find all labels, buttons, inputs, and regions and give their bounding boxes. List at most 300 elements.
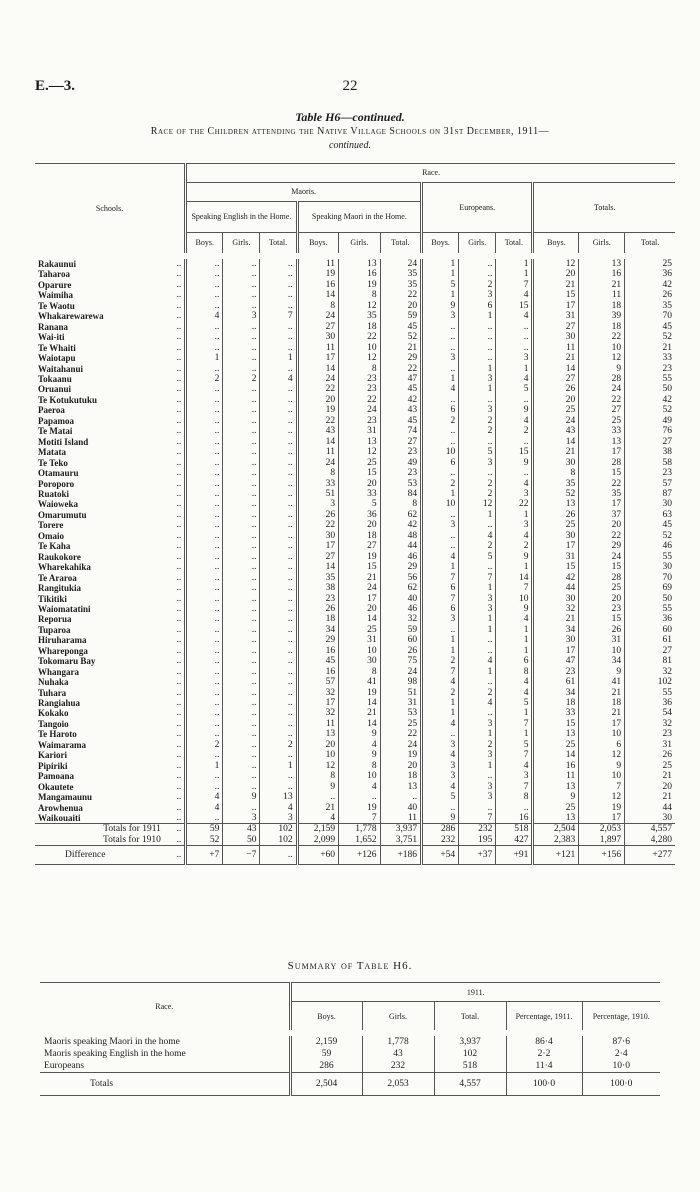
table-row xyxy=(35,604,675,614)
summary-pct-1911: 86·4 xyxy=(506,1033,582,1048)
europeans-girls: 6 xyxy=(459,301,496,311)
totals-girls: 9 xyxy=(579,761,625,771)
col-girls: Girls. xyxy=(339,233,381,257)
totals-total: 52 xyxy=(625,332,675,342)
europeans-girls: +37 xyxy=(459,846,496,865)
maori-total: .. xyxy=(380,792,422,802)
europeans-boys: +54 xyxy=(422,846,459,865)
maori-total: 21 xyxy=(380,343,422,353)
english-total: 1 xyxy=(260,761,297,771)
leader-dots: .. xyxy=(176,624,182,635)
maori-girls: 21 xyxy=(339,573,381,583)
leader-dots: .. xyxy=(176,300,182,311)
totals-total: 57 xyxy=(625,479,675,489)
maori-total: 44 xyxy=(380,541,422,551)
difference-row xyxy=(35,846,675,865)
maori-girls: 31 xyxy=(339,426,381,436)
summary-row xyxy=(40,1048,660,1060)
totals-girls: 18 xyxy=(579,301,625,311)
maori-total: 23 xyxy=(380,447,422,457)
maori-total: 45 xyxy=(380,322,422,332)
school-name: Whangara xyxy=(38,666,80,677)
leader-dots: .. xyxy=(176,562,182,573)
leader-dots: .. xyxy=(176,813,182,824)
maori-girls: 20 xyxy=(339,520,381,530)
table-row xyxy=(35,447,675,457)
maori-boys: 20 xyxy=(297,395,339,405)
totals-girls: 31 xyxy=(579,635,625,645)
english-boys: .. xyxy=(186,416,223,426)
maori-boys: 30 xyxy=(297,531,339,541)
english-boys: .. xyxy=(186,604,223,614)
table-row xyxy=(35,625,675,635)
europeans-total: 1 xyxy=(496,256,533,269)
totals-girls: 18 xyxy=(579,322,625,332)
totals-girls: 25 xyxy=(579,583,625,593)
leader-dots: .. xyxy=(176,353,182,364)
totals-boys: 31 xyxy=(533,311,579,321)
totals-total: 26 xyxy=(625,290,675,300)
english-girls: .. xyxy=(223,562,260,572)
maori-total: 43 xyxy=(380,405,422,415)
europeans-girls: 2 xyxy=(459,426,496,436)
english-boys: .. xyxy=(186,667,223,677)
school-name: Tokomaru Bay xyxy=(38,656,96,667)
maori-total: 3,751 xyxy=(380,835,422,846)
maori-girls: 22 xyxy=(339,395,381,405)
english-boys: .. xyxy=(186,782,223,792)
europeans-boys: 1 xyxy=(422,374,459,384)
totals-girls: 17 xyxy=(579,813,625,824)
summary-year-header: 1911. xyxy=(290,983,660,1002)
maori-girls: 22 xyxy=(339,332,381,342)
maori-boys: 13 xyxy=(297,729,339,739)
totals-boys: 34 xyxy=(533,625,579,635)
europeans-girls: .. xyxy=(459,468,496,478)
totals-1910-row-label: Totals for 1910 xyxy=(102,834,161,845)
english-boys: .. xyxy=(186,395,223,405)
maori-girls: 9 xyxy=(339,750,381,760)
table-row xyxy=(35,510,675,520)
europeans-boys: .. xyxy=(422,625,459,635)
europeans-boys: 1 xyxy=(422,646,459,656)
europeans-girls: 1 xyxy=(459,364,496,374)
english-boys: .. xyxy=(186,479,223,489)
english-total: .. xyxy=(260,301,297,311)
table-row xyxy=(35,719,675,729)
maori-girls: 14 xyxy=(339,719,381,729)
english-boys: .. xyxy=(186,719,223,729)
totals-boys: 16 xyxy=(533,761,579,771)
leader-dots: .. xyxy=(176,269,182,280)
english-girls: .. xyxy=(223,614,260,624)
totals-girls: 19 xyxy=(579,803,625,813)
english-total: .. xyxy=(260,846,297,865)
totals-girls: 22 xyxy=(579,395,625,405)
summary-totals-row xyxy=(40,1073,660,1096)
totals-total: 52 xyxy=(625,405,675,415)
maori-boys: 14 xyxy=(297,290,339,300)
table-row xyxy=(35,541,675,551)
maori-boys: 11 xyxy=(297,343,339,353)
maori-boys: 51 xyxy=(297,489,339,499)
maori-girls: 27 xyxy=(339,541,381,551)
europeans-girls: 2 xyxy=(459,740,496,750)
europeans-girls: 7 xyxy=(459,813,496,824)
english-total: .. xyxy=(260,256,297,269)
totals-total: 102 xyxy=(625,677,675,687)
europeans-boys: 4 xyxy=(422,719,459,729)
maori-total: 46 xyxy=(380,604,422,614)
europeans-girls: 1 xyxy=(459,384,496,394)
school-name: Waikouaiti xyxy=(38,813,81,824)
table-row xyxy=(35,729,675,739)
maori-girls: 21 xyxy=(339,708,381,718)
col-girls: Girls. xyxy=(459,233,496,257)
totals-total: 4,557 xyxy=(625,824,675,835)
leader-dots: .. xyxy=(176,478,182,489)
maori-girls: 19 xyxy=(339,688,381,698)
maori-total: 27 xyxy=(380,437,422,447)
europeans-boys: .. xyxy=(422,332,459,342)
totals-total: 42 xyxy=(625,280,675,290)
totals-girls: 6 xyxy=(579,740,625,750)
table-row xyxy=(35,499,675,509)
leader-dots: .. xyxy=(176,729,182,740)
totals-boys: 13 xyxy=(533,729,579,739)
totals-girls: 22 xyxy=(579,479,625,489)
totals-boys: 13 xyxy=(533,499,579,509)
maori-girls: 35 xyxy=(339,311,381,321)
europeans-girls: .. xyxy=(459,677,496,687)
totals-total: 33 xyxy=(625,353,675,363)
totals-total: 44 xyxy=(625,803,675,813)
english-total: .. xyxy=(260,322,297,332)
totals-boys: 11 xyxy=(533,343,579,353)
totals-total: 87 xyxy=(625,489,675,499)
maori-boys: 22 xyxy=(297,416,339,426)
totals-girls: 35 xyxy=(579,489,625,499)
europeans-total: 4 xyxy=(496,677,533,687)
english-girls: .. xyxy=(223,364,260,374)
english-total: 2 xyxy=(260,740,297,750)
totals-boys: 33 xyxy=(533,708,579,718)
europeans-boys: .. xyxy=(422,531,459,541)
europeans-total: 427 xyxy=(496,835,533,846)
totals-boys: 30 xyxy=(533,594,579,604)
english-total: .. xyxy=(260,426,297,436)
totals-girls: 34 xyxy=(579,656,625,666)
totals-boys: 15 xyxy=(533,290,579,300)
maori-boys: 34 xyxy=(297,625,339,635)
totals-boys: 26 xyxy=(533,384,579,394)
europeans-girls: 2 xyxy=(459,416,496,426)
leader-dots: .. xyxy=(176,279,182,290)
europeans-total: 1 xyxy=(496,646,533,656)
europeans-boys: 9 xyxy=(422,813,459,824)
maori-girls: 16 xyxy=(339,269,381,279)
school-name: Waimiha xyxy=(38,290,74,301)
totals-boys: 25 xyxy=(533,520,579,530)
leader-dots: .. xyxy=(176,718,182,729)
english-boys: .. xyxy=(186,594,223,604)
english-boys: .. xyxy=(186,458,223,468)
europeans-total: 2 xyxy=(496,426,533,436)
totals-total: 42 xyxy=(625,395,675,405)
school-name: Ranana xyxy=(38,321,69,332)
leader-dots: .. xyxy=(176,760,182,771)
europeans-boys: 1 xyxy=(422,489,459,499)
leader-dots: .. xyxy=(176,457,182,468)
europeans-girls: 1 xyxy=(459,510,496,520)
totals-total: 36 xyxy=(625,614,675,624)
english-boys: 4 xyxy=(186,803,223,813)
english-total: .. xyxy=(260,520,297,530)
english-boys: 4 xyxy=(186,311,223,321)
english-girls: .. xyxy=(223,499,260,509)
europeans-boys: 1 xyxy=(422,290,459,300)
europeans-boys: .. xyxy=(422,541,459,551)
english-girls: .. xyxy=(223,782,260,792)
english-girls: .. xyxy=(223,426,260,436)
english-boys: .. xyxy=(186,813,223,824)
totals-boys: 23 xyxy=(533,667,579,677)
maori-girls: .. xyxy=(339,792,381,802)
english-girls: 3 xyxy=(223,311,260,321)
europeans-total: 6 xyxy=(496,656,533,666)
table-row xyxy=(35,771,675,781)
maori-boys: 38 xyxy=(297,583,339,593)
english-girls: .. xyxy=(223,458,260,468)
totals-boys: 30 xyxy=(533,531,579,541)
totals-boys: 47 xyxy=(533,656,579,666)
europeans-girls: 3 xyxy=(459,374,496,384)
leader-dots: .. xyxy=(176,614,182,625)
english-girls: .. xyxy=(223,479,260,489)
totals-girls: 2,053 xyxy=(579,824,625,835)
maori-total: 45 xyxy=(380,416,422,426)
english-girls: .. xyxy=(223,301,260,311)
maori-girls: 8 xyxy=(339,667,381,677)
school-name: Taharoa xyxy=(38,269,71,280)
maori-girls: 31 xyxy=(339,635,381,645)
english-girls: 3 xyxy=(223,813,260,824)
school-name: Mangamaunu xyxy=(38,792,93,803)
totals-girls: 11 xyxy=(579,290,625,300)
english-boys: 1 xyxy=(186,353,223,363)
maori-girls: 23 xyxy=(339,384,381,394)
maori-girls: 15 xyxy=(339,468,381,478)
totals-boys: 18 xyxy=(533,698,579,708)
totals-total: 58 xyxy=(625,458,675,468)
maori-boys: 12 xyxy=(297,761,339,771)
maori-total: 18 xyxy=(380,771,422,781)
europeans-boys: .. xyxy=(422,322,459,332)
europeans-boys: .. xyxy=(422,426,459,436)
english-girls: .. xyxy=(223,771,260,781)
europeans-boys: 3 xyxy=(422,740,459,750)
english-girls: .. xyxy=(223,437,260,447)
maori-boys: 9 xyxy=(297,782,339,792)
leader-dots: .. xyxy=(176,488,182,499)
europeans-girls: 4 xyxy=(459,698,496,708)
english-boys: .. xyxy=(186,290,223,300)
totals-girls: 25 xyxy=(579,416,625,426)
english-girls: .. xyxy=(223,541,260,551)
totals-total: 26 xyxy=(625,750,675,760)
maori-total: 19 xyxy=(380,750,422,760)
maori-girls: 33 xyxy=(339,489,381,499)
maori-total: 13 xyxy=(380,782,422,792)
english-girls: −7 xyxy=(223,846,260,865)
totals-girls: 24 xyxy=(579,384,625,394)
english-total: 13 xyxy=(260,792,297,802)
english-boys: .. xyxy=(186,437,223,447)
maori-total: 49 xyxy=(380,458,422,468)
maori-boys: 57 xyxy=(297,677,339,687)
school-name: Te Matai xyxy=(38,426,73,437)
school-name: Kariori xyxy=(38,750,67,761)
europeans-total: 7 xyxy=(496,280,533,290)
totals-girls: 39 xyxy=(579,311,625,321)
maori-total: 20 xyxy=(380,301,422,311)
english-total: 4 xyxy=(260,803,297,813)
totals-total: 31 xyxy=(625,740,675,750)
maori-total: +186 xyxy=(380,846,422,865)
totals-girls: 15 xyxy=(579,562,625,572)
europeans-girls: 3 xyxy=(459,719,496,729)
table-row xyxy=(35,813,675,824)
totals-boys: 30 xyxy=(533,635,579,645)
table-row xyxy=(35,594,675,604)
english-girls: .. xyxy=(223,625,260,635)
school-name: Waitahanui xyxy=(38,363,84,374)
europeans-boys: 4 xyxy=(422,750,459,760)
school-name: Omarumutu xyxy=(38,509,87,520)
europeans-total: 1 xyxy=(496,562,533,572)
english-total: .. xyxy=(260,771,297,781)
maori-total: 26 xyxy=(380,646,422,656)
maori-total: 45 xyxy=(380,384,422,394)
totals-total: 4,280 xyxy=(625,835,675,846)
maori-boys: 17 xyxy=(297,353,339,363)
school-name: Pipiriki xyxy=(38,760,68,771)
maori-total: 35 xyxy=(380,280,422,290)
maori-total: 29 xyxy=(380,562,422,572)
europeans-boys: 6 xyxy=(422,604,459,614)
europeans-girls: .. xyxy=(459,395,496,405)
english-girls: .. xyxy=(223,531,260,541)
europeans-total: 4 xyxy=(496,761,533,771)
leader-dots: .. xyxy=(176,468,182,479)
english-girls: 2 xyxy=(223,374,260,384)
leader-dots: .. xyxy=(176,603,182,614)
europeans-total: 9 xyxy=(496,552,533,562)
maori-total: 42 xyxy=(380,520,422,530)
school-name: Waiomatatini xyxy=(38,603,91,614)
english-total: .. xyxy=(260,343,297,353)
col-girls: Girls. xyxy=(223,233,260,257)
english-girls: .. xyxy=(223,468,260,478)
europeans-total: .. xyxy=(496,803,533,813)
europeans-total: 4 xyxy=(496,531,533,541)
school-name: Whareponga xyxy=(38,645,88,656)
school-name: Omaio xyxy=(38,530,64,541)
totals-girls: 10 xyxy=(579,771,625,781)
europeans-total: 1 xyxy=(496,708,533,718)
leader-dots: .. xyxy=(176,572,182,583)
totals-total: 63 xyxy=(625,510,675,520)
leader-dots: .. xyxy=(176,394,182,405)
english-girls: .. xyxy=(223,604,260,614)
totals-boys: 14 xyxy=(533,364,579,374)
summary-girls: 232 xyxy=(362,1060,434,1073)
leader-dots: .. xyxy=(176,405,182,416)
totals-girls: 21 xyxy=(579,688,625,698)
totals-girls: 41 xyxy=(579,677,625,687)
totals-boys: 43 xyxy=(533,426,579,436)
leader-dots: .. xyxy=(176,447,182,458)
english-boys: .. xyxy=(186,541,223,551)
summary-total-total: 4,557 xyxy=(434,1073,506,1096)
totals-boys: 17 xyxy=(533,541,579,551)
english-boys: .. xyxy=(186,426,223,436)
maori-boys: 11 xyxy=(297,447,339,457)
europeans-boys: .. xyxy=(422,468,459,478)
europeans-girls: .. xyxy=(459,322,496,332)
europeans-boys: 5 xyxy=(422,280,459,290)
leader-dots: .. xyxy=(176,509,182,520)
europeans-total: 14 xyxy=(496,573,533,583)
english-total: .. xyxy=(260,552,297,562)
english-total: .. xyxy=(260,405,297,415)
english-boys: .. xyxy=(186,269,223,279)
summary-race-label: Europeans xyxy=(44,1061,85,1071)
table-title: Table H6—continued. xyxy=(295,110,405,124)
col-boys: Boys. xyxy=(422,233,459,257)
table-row xyxy=(35,256,675,269)
english-boys: .. xyxy=(186,256,223,269)
totals-boys: 11 xyxy=(533,771,579,781)
totals-total: 27 xyxy=(625,646,675,656)
school-name: Whakarewarewa xyxy=(38,311,104,322)
english-girls: .. xyxy=(223,656,260,666)
europeans-girls: 1 xyxy=(459,667,496,677)
europeans-boys: 4 xyxy=(422,782,459,792)
maori-boys: 20 xyxy=(297,740,339,750)
english-total: .. xyxy=(260,479,297,489)
english-total: .. xyxy=(260,688,297,698)
summary-pct-1911: 11·4 xyxy=(506,1060,582,1073)
leader-dots: .. xyxy=(176,259,182,269)
europeans-girls: 3 xyxy=(459,290,496,300)
english-girls: .. xyxy=(223,395,260,405)
maori-boys: 26 xyxy=(297,604,339,614)
totals-girls: 18 xyxy=(579,698,625,708)
maori-girls: 14 xyxy=(339,614,381,624)
summary-boys: 286 xyxy=(290,1060,362,1073)
summary-pct-1910: 2·4 xyxy=(582,1048,660,1060)
maori-boys: 8 xyxy=(297,468,339,478)
europeans-girls: 4 xyxy=(459,656,496,666)
europeans-total: 7 xyxy=(496,583,533,593)
europeans-boys: 4 xyxy=(422,677,459,687)
english-boys: .. xyxy=(186,614,223,624)
totals-boys: 52 xyxy=(533,489,579,499)
table-row xyxy=(35,677,675,687)
leader-dots: .. xyxy=(176,792,182,803)
maori-total: 24 xyxy=(380,740,422,750)
